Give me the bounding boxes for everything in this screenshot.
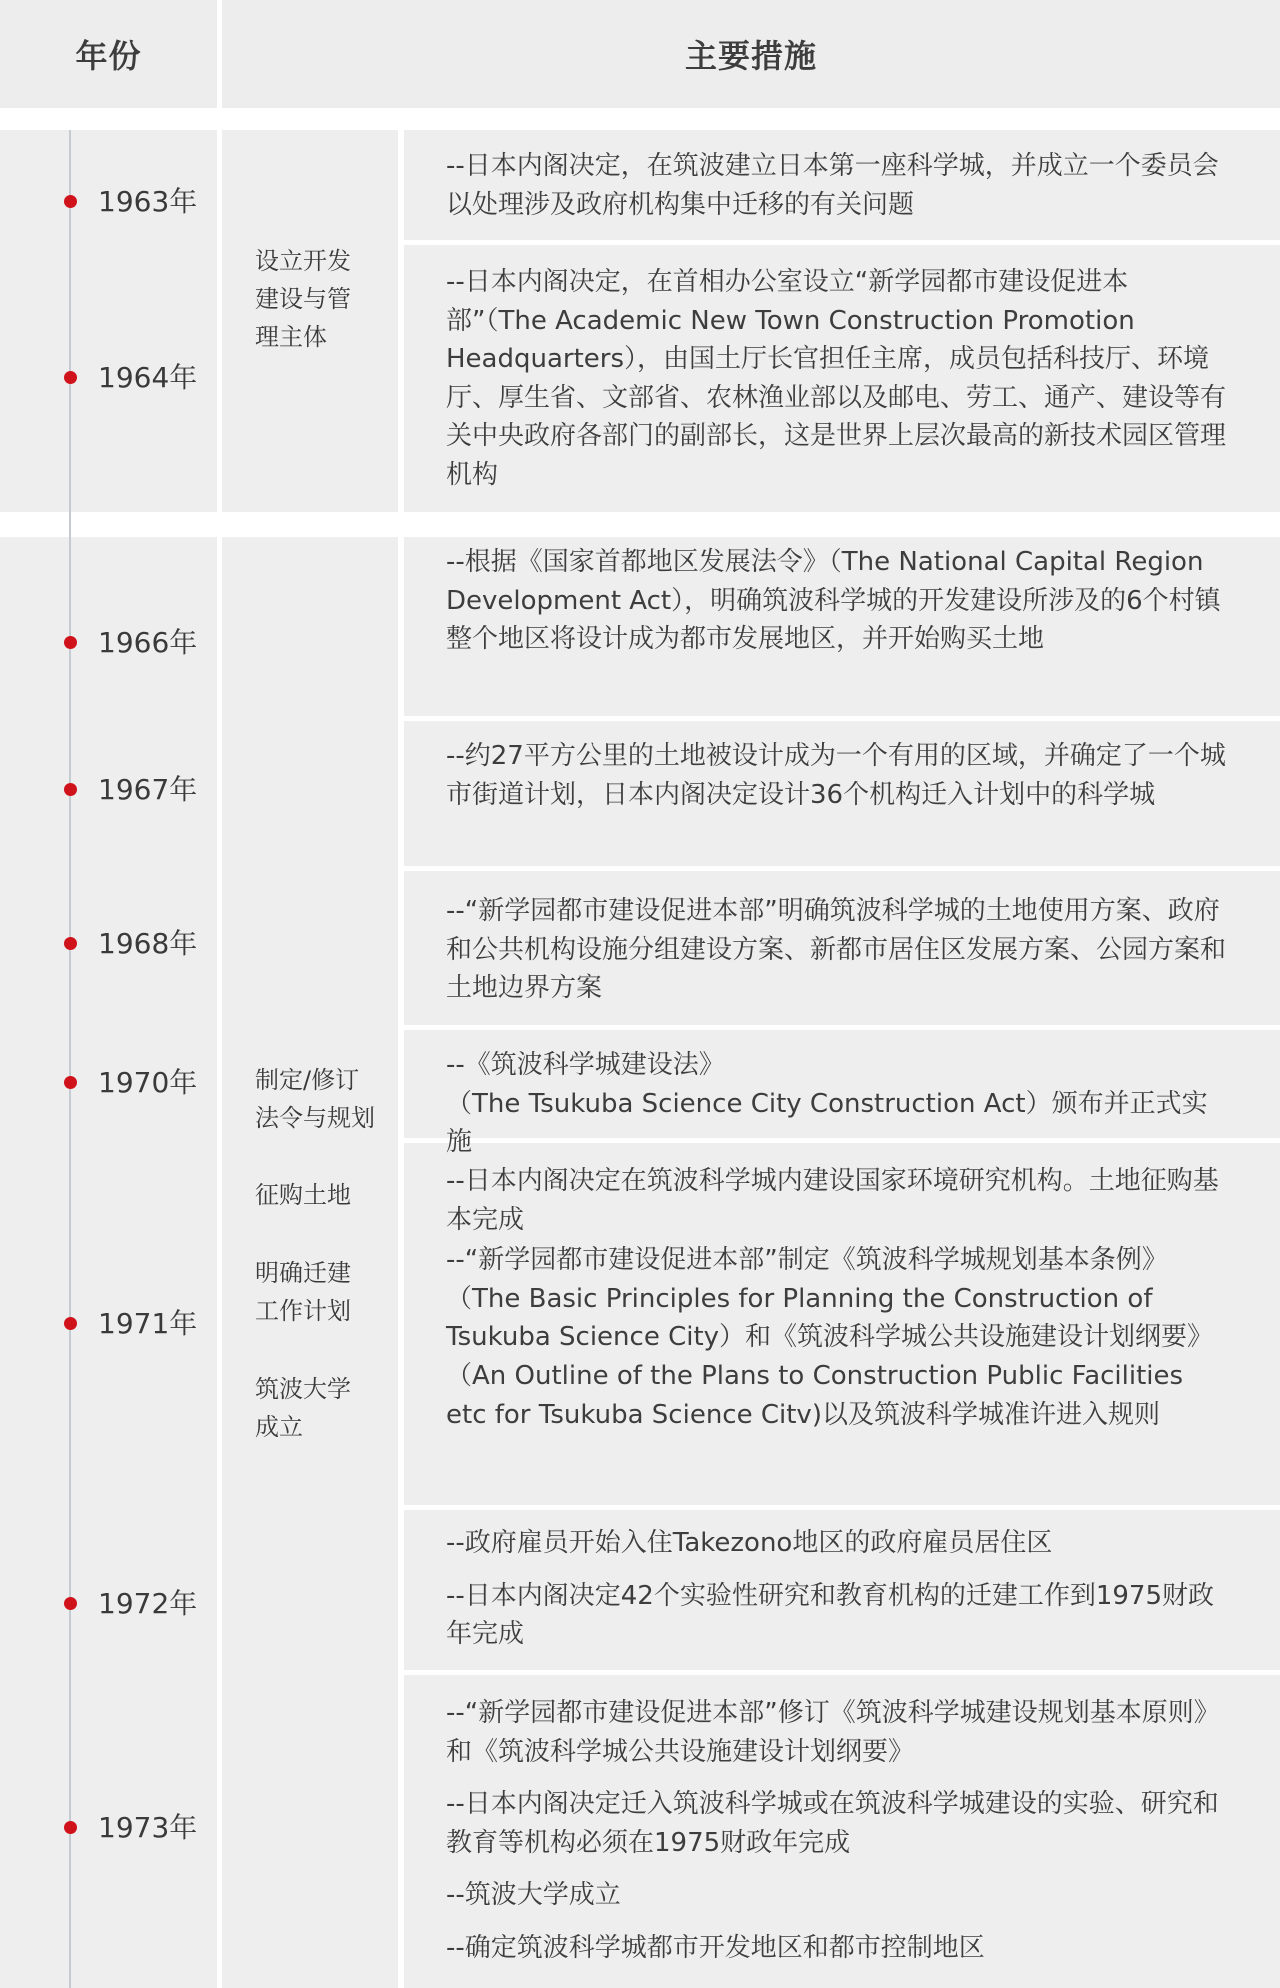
timeline-dot (64, 1317, 77, 1330)
measure-paragraph: --“新学园都市建设促进本部”修订《筑波科学城建设规划基本原则》和《筑波科学城公共设施建设计划纲要》 (446, 1698, 1220, 1767)
header-year: 年份 (0, 0, 217, 108)
measure-text (446, 1046, 1226, 1162)
year-label: 1967年 (98, 773, 198, 806)
measure-text (446, 147, 1226, 224)
year-label: 1970年 (98, 1066, 198, 1099)
measure-text (446, 1694, 1226, 1968)
category-label: 筑波大学 成立 (255, 1375, 351, 1441)
measure-paragraph: --日本内阁决定，在筑波建立日本第一座科学城，并成立一个委员会以处理涉及政府机构集中迁移的有关问题 (446, 151, 1219, 220)
category-label: 制定/修订 法令与规划 (255, 1066, 375, 1132)
measure-paragraph: --日本内阁决定42个实验性研究和教育机构的迁建工作到1975财政年完成 (446, 1580, 1215, 1650)
measure-text (446, 1162, 1226, 1434)
year-label: 1964年 (98, 361, 198, 394)
measure-paragraph: --“新学园都市建设促进本部”制定《筑波科学城规划基本条例》（The Basic Principles for Planning the Construction of Tsukuba Science City）和《筑波科学城公共设施建设计划纲要》（An Outline of the Plans to Construction Public Facilities etc for Tsukuba Science Citv)以及筑波科学城准许进入规则 (446, 1245, 1214, 1430)
timeline-dot (64, 195, 77, 208)
timeline-dot (64, 783, 77, 796)
measure-text (446, 737, 1226, 814)
timeline-dot (64, 1821, 77, 1834)
timeline-dot (64, 1597, 77, 1610)
measure-text (446, 263, 1226, 495)
measure-text (446, 543, 1226, 659)
category-label: 设立开发 建设与管 理主体 (255, 247, 351, 351)
year-label: 1972年 (98, 1587, 198, 1620)
measure-text (446, 892, 1226, 1008)
measure-paragraph: --政府雇员开始入住Takezono地区的政府雇员居住区 (446, 1528, 1053, 1558)
year-col-bg-2 (0, 537, 217, 1988)
timeline-dot (64, 636, 77, 649)
measure-text (446, 1524, 1226, 1654)
measure-paragraph: --“新学园都市建设促进本部”明确筑波科学城的土地使用方案、政府和公共机构设施分组建设方案、新都市居住区发展方案、公园方案和土地边界方案 (446, 896, 1227, 1004)
measure-paragraph: --筑波大学成立 (446, 1880, 621, 1911)
timeline-dot (64, 1076, 77, 1089)
timeline-line (69, 130, 71, 1988)
measure-paragraph: --根据《国家首都地区发展法令》（The National Capital Region Development Act），明确筑波科学城的开发建设所涉及的6个村镇整个地区将设计成为都市发展地区，并开始购买土地 (446, 547, 1221, 655)
category-label: 征购土地 (255, 1181, 351, 1209)
measure-paragraph: --日本内阁决定，在首相办公室设立“新学园都市建设促进本部”（The Academic New Town Construction Promotion Headquarters），由国土厅长官担任主席，成员包括科技厅、环境厅、厚生省、文部省、农林渔业部以及邮电、劳工、通产、建设等有关中央政府各部门的副部长，这是世界上层次最高的新技术园区管理机构 (446, 267, 1227, 490)
measure-paragraph: --《筑波科学城建设法》 (446, 1050, 725, 1080)
year-label: 1966年 (98, 626, 198, 659)
year-label: 1963年 (98, 185, 198, 218)
measure-paragraph: --约27平方公里的土地被设计成为一个有用的区域，并确定了一个城市街道计划，日本内阁决定设计36个机构迁入计划中的科学城 (446, 741, 1226, 810)
measure-paragraph: （The Tsukuba Science City Construction Act）颁布并正式实施 (446, 1088, 1208, 1158)
category-label: 明确迁建 工作计划 (255, 1259, 351, 1325)
timeline-dot (64, 937, 77, 950)
year-label: 1968年 (98, 927, 198, 960)
measure-paragraph: --日本内阁决定迁入筑波科学城或在筑波科学城建设的实验、研究和教育等机构必须在1975财政年完成 (446, 1789, 1219, 1858)
timeline-dot (64, 371, 77, 384)
header-main-measures: 主要措施 (222, 0, 1280, 108)
year-label: 1971年 (98, 1307, 198, 1340)
measure-paragraph: --日本内阁决定在筑波科学城内建设国家环境研究机构。土地征购基本完成 (446, 1166, 1219, 1235)
measure-paragraph: --确定筑波科学城都市开发地区和都市控制地区 (446, 1932, 985, 1963)
year-label: 1973年 (98, 1811, 198, 1844)
